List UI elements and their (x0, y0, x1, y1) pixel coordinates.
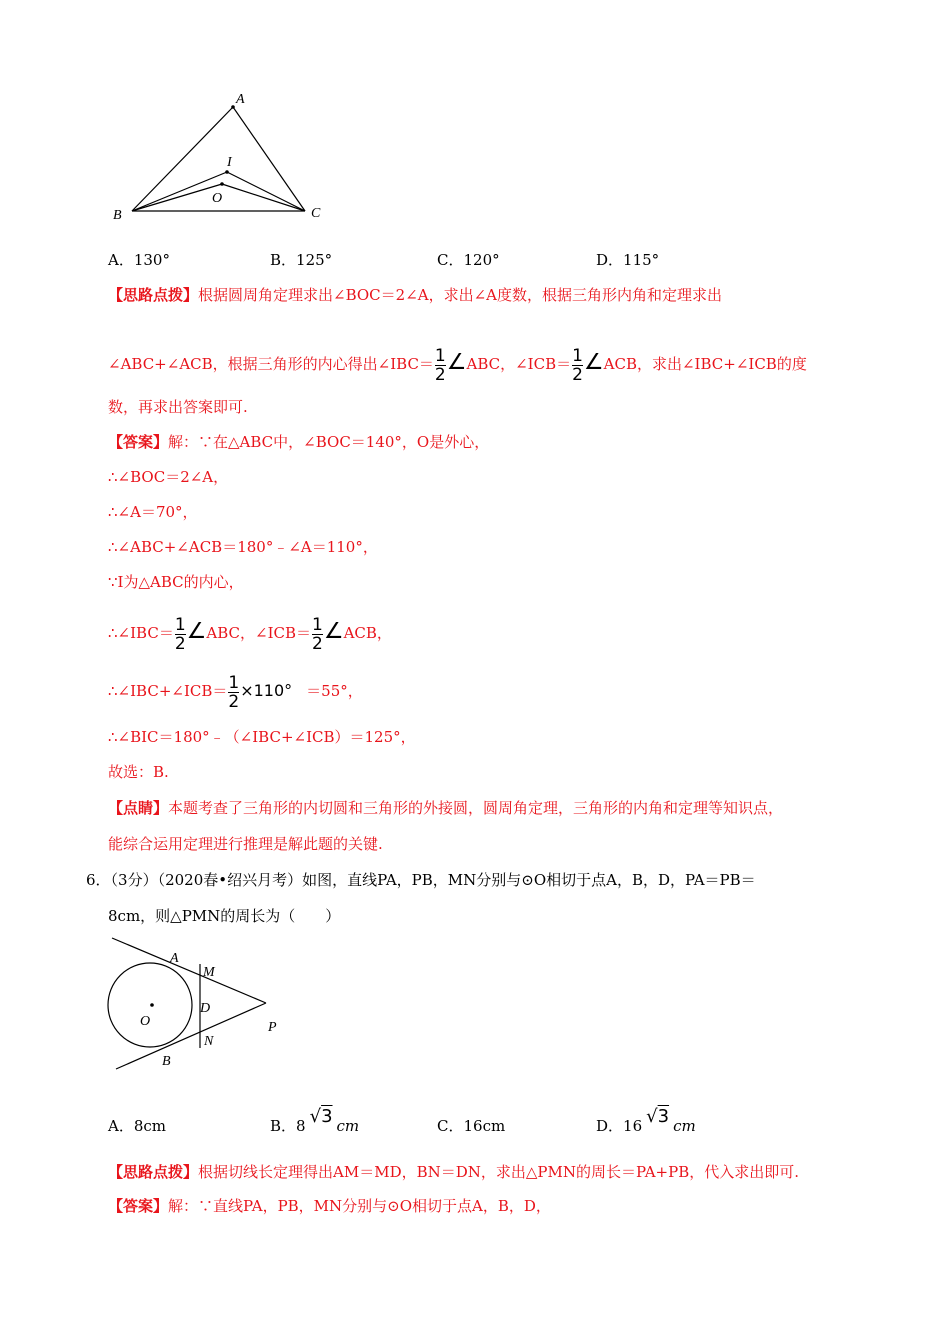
angle-icon: ∠ (446, 350, 467, 375)
q6-option-a: A．8cm (108, 1117, 167, 1135)
q5-answer-line1: 【答案】解：∵在△ABC中，∠BOC＝140°，O是外心， (108, 433, 490, 451)
label-b2: B (162, 1054, 171, 1069)
label-n: N (204, 1034, 214, 1049)
q6-answer-line1: 【答案】解：∵直线PA，PB，MN分别与⊙O相切于点A，B，D， (108, 1197, 551, 1215)
angle-icon: ∠ (583, 350, 604, 375)
edge-ic (227, 172, 305, 211)
fraction-half: $\frac{1}{2}$ (312, 614, 323, 654)
label-c: C (311, 206, 321, 221)
option-c: C．120° (437, 251, 500, 269)
q5-hint-line2: ∠ABC+∠ACB，根据三角形的内心得出∠IBC＝ $\frac{1}{2}$ ∠ABC，∠ICB＝ $\frac{1}{2}$ ∠ACB，求出∠IBC+∠ICB的度 (108, 345, 807, 385)
q6-hint-line1: 【思路点拨】根据切线长定理得出AM＝MD，BN＝DN，求出△PMN的周长＝PA+PB，代入求出即可. (108, 1163, 800, 1181)
q5-answer-line9: 故选：B. (108, 763, 169, 781)
label-o2: O (140, 1014, 151, 1029)
label-a2: A (170, 951, 179, 966)
sqrt-three: √3 (646, 1106, 670, 1127)
angle-icon: ∠ (186, 619, 207, 644)
q5-answer-line3: ∴∠A＝70°， (108, 503, 198, 521)
edge-oc (222, 184, 305, 211)
q5-hint-line3: 数，再求出答案即可. (108, 398, 248, 416)
q5-hint-line1: 【思路点拨】根据圆周角定理求出∠BOC＝2∠A，求出∠A度数，根据三角形内角和定理求出 (108, 286, 723, 304)
option-b: B．125° (270, 251, 333, 269)
tangent-pa (112, 938, 266, 1003)
q6-option-d: D．16 √3 cm (596, 1098, 696, 1136)
label-b: B (113, 208, 122, 223)
q5-answer-line6: ∴∠IBC＝ $\frac{1}{2}$ ∠ABC，∠ICB＝ $\frac{1}{2}$ ∠ACB， (108, 614, 392, 654)
fraction-half: $\frac{1}{2}$ (434, 345, 446, 385)
fraction-half: $\frac{1}{2}$ (228, 672, 240, 712)
q6-option-b: B．8 √3 cm (270, 1098, 359, 1136)
q5-comment-line2: 能综合运用定理进行推理是解此题的关键. (108, 835, 383, 853)
q5-comment-line1: 【点睛】本题考查了三角形的内切圆和三角形的外接圆，圆周角定理，三角形的内角和定理等知识点， (108, 799, 784, 817)
circle-o (108, 963, 192, 1047)
label-m: M (203, 965, 215, 980)
option-d: D．115° (596, 251, 660, 269)
q5-answer-line4: ∴∠ABC+∠ACB＝180°﹣∠A＝110°， (108, 538, 378, 556)
q5-answer-line2: ∴∠BOC＝2∠A， (108, 468, 229, 486)
fraction-half: $\frac{1}{2}$ (174, 614, 186, 654)
tangent-figure (104, 934, 294, 1079)
option-a: A．130° (108, 251, 170, 269)
label-i: I (227, 155, 232, 170)
triangle-figure (105, 85, 335, 230)
edge-ac (233, 107, 305, 211)
label-p: P (268, 1020, 277, 1035)
label-a: A (236, 92, 245, 107)
q6-option-c: C．16cm (437, 1117, 506, 1135)
sqrt-three: √3 (309, 1106, 333, 1127)
q6-question-line1: 6．（3分）（2020春•绍兴月考）如图，直线PA，PB，MN分别与⊙O相切于点A，B，D，PA＝PB＝ (86, 871, 756, 889)
q5-answer-line5: ∵I为△ABC的内心， (108, 573, 244, 591)
fraction-half: $\frac{1}{2}$ (572, 345, 583, 385)
label-o: O (212, 191, 223, 206)
angle-icon: ∠ (323, 619, 344, 644)
label-d: D (200, 1001, 211, 1016)
q5-answer-line8: ∴∠BIC＝180°﹣（∠IBC+∠ICB）＝125°， (108, 728, 416, 746)
q5-answer-line7: ∴∠IBC+∠ICB＝ $\frac{1}{2}$ ×110° ＝55°， (108, 672, 363, 712)
q6-question-line2: 8cm，则△PMN的周长为（ ） (108, 907, 341, 925)
